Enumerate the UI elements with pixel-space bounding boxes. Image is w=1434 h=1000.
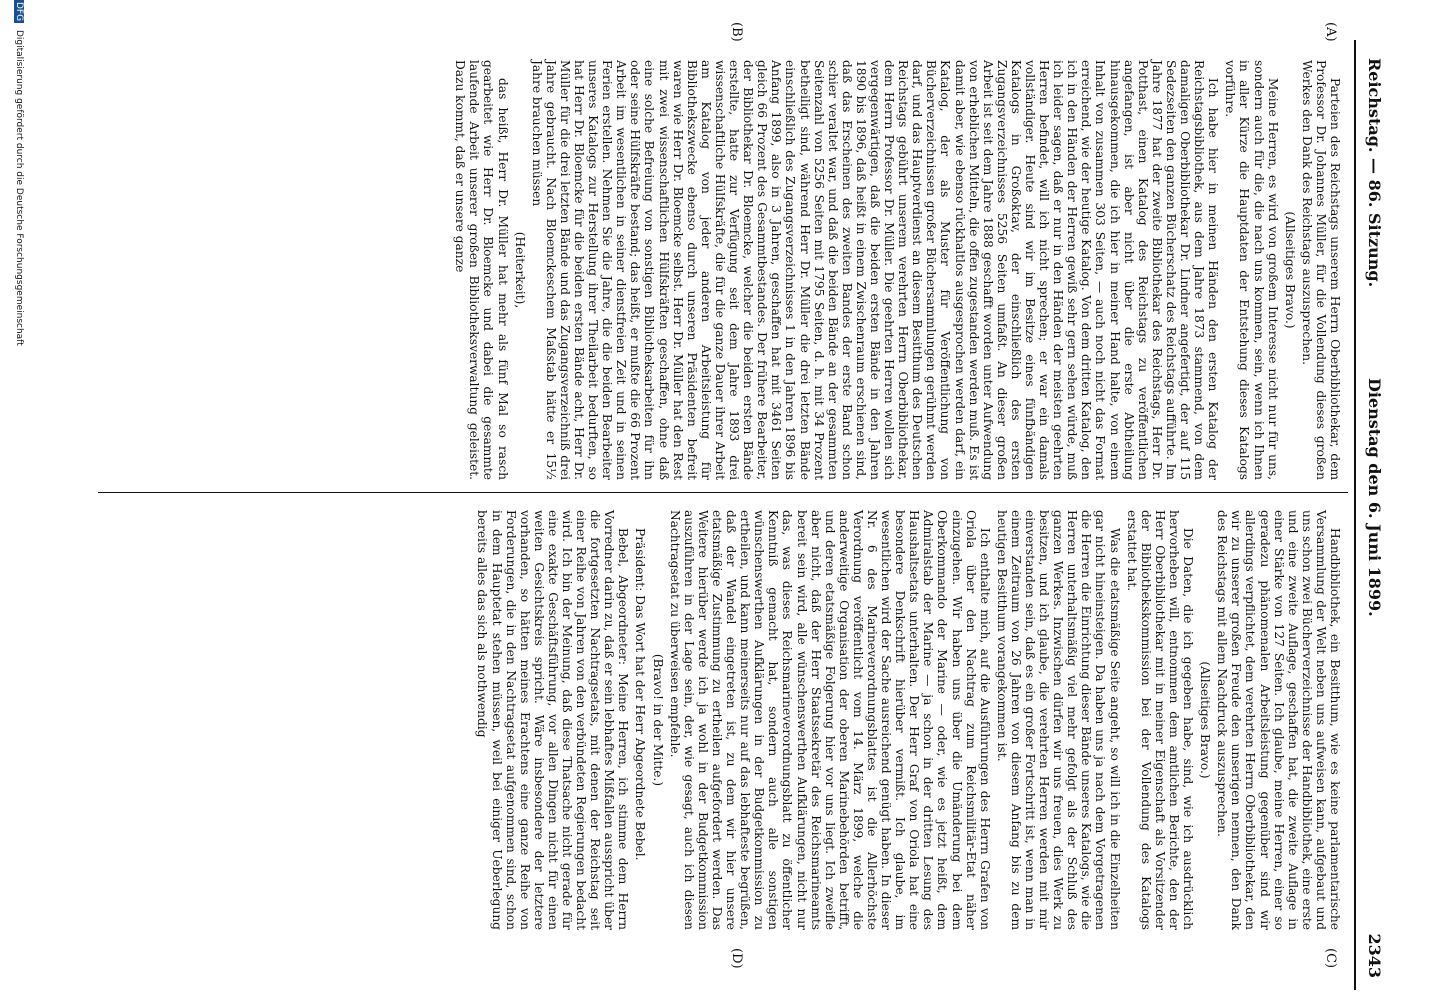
interjection: (Bravo! in der Mitte.) [650,653,665,787]
footer-credit [14,0,24,1000]
paragraph: Parteien des Reichstags unserem Herrn Oberbibliothekar, dem Professor Dr. Johannes Müller, für die Vollendung dieses großen Werkes den Dank des Reichstags auszusprechen. [1299,60,1342,480]
dfg-logo: DFG [14,2,24,22]
page-number: 2343 [1365,933,1384,978]
paragraph: Ich enthalte mich, auf die Ausführungen des Herrn Grafen von Oriola über den Nachtrag zum Reichsmilitär-Etat näher einzugehen. Wir haben uns über die Umänderung bei dem Oberkommando der Marine — oder, wie es jetzt heißt, dem Admiralstab der Marine — ja schon in der dritten Lesung des Haushaltsetats unterhalten. Der Herr Graf von Oriola hat eine besondere Denkschrift hierüber vermißt. Ich glaube, im wesentlichen wird der Sache ausreichend genügt haben. In dieser Nr. 6 des Marineverordnungsblattes ist die Allerhöchste Verordnung veröffentlicht vom 14. März 1899, welche die anderweitige Organisation der oberen Marinebehörden betrifft, und deren etatsmäßige Folgerung hier vor uns liegt. Ich zweifle aber nicht, daß der Herr Staatssekretär des Reichsmarineamts bereit sein wird, alle wünschenswerthen Aufklärungen, nicht nur das, was dieses Reichsmarineverordnungsblatt zu öffentlicher Kenntniß gemacht hat, sondern auch alle sonstigen wünschenswerthen Aufklärungen in der Budgetkommission zu ertheilen, und kann meinerseits nur auf das lebhafteste begrüßen, daß der Wandel eingetreten ist, zu dem wir hier unsere etatsmäßige Zustimmung zu ertheilen aufgefordert werden. Das Weitere hierüber werde ich ja wohl in der Budgetkommission auszuführen in der Lage sein, der, wie gesagt, auch ich diesen Nachtragsetat zu überweisen empfehle. [667,510,992,930]
paragraph: Bebel, Abgeordneter: Meine Herren, ich stimme dem Herrn Vorredner darin zu, daß er sein lebhaftes Mißfallen ausspricht über die fortgesetzten Nachtragsetats, mit denen der Reichstag seit einer Reihe von Jahren von den verbündeten Regierungen bedacht wird. Ich bin der Meinung, daß diese Thatsache nicht gerade für eine exakte Geschäftsführung, vor allen Dingen nicht für einen weiten Gesichtskreis spricht. Wäre insbesondere der letztere vorhanden, so hätten meines Erachtens eine ganze Reihe von Forderungen, die in den Nachtragsetat aufgenommen sind, schon in dem Hauptetat stehen müssen, weil bei einiger Ueberlegung bereits alles das sich als nothwendig [475,510,631,930]
interjection: (Heiterkeit), [512,231,527,309]
page-header [1360,58,1386,978]
interjection: (Allseitiges Bravo.) [1198,661,1213,779]
left-column [450,60,1342,480]
header-rule [1354,40,1356,990]
paragraph: Ich habe hier in meinen Händen den ersten Katalog der Reichstagsbibliothek, aus dem Jahre 1873 stammend, von dem damaligen Oberbibliothekar Dr. Lindner angefertigt, der auf 115 Sedezseiten den ganzen Bücherschatz des Reichstags aufführte. Im Jahre 1877 hat der zweite Bibliothekar des Reichstags, Herr Dr. Potthast, einen Katalog des Reichstags zu veröffentlichen angefangen, ist aber nicht über die erste Abtheilung hinausgekommen, die ich hier in meiner Hand halte, von einem Inhalt von zusammen 303 Seiten, — auch noch nicht das Format erreichend, wie der heutige Katalog. Von dem dritten Katalog, den ich in den Händen der Herren gewiß sehr gern sehen würde, muß ich leider sagen, daß er nur in den Händen der meisten geehrten Herren befindet, will ich nicht sprechen; er war ein damals vollständiger. Heute sind wir im Besitze eines fünfbändigen Katalogs in Großoktav, der einschließlich des ersten Zugangsverzeichnisses 5256 Seiten umfaßt. An dieser großen Arbeit ist seit dem Jahre 1888 geschafft worden unter Aufwendung von erheblichen Mitteln, die offen zugestanden werden muß. Es ist damit aber, wie ebenso rückhaltlos ausgesprochen werden darf, ein Katalog, der als Muster für Veröffentlichung von Bücherverzeichnissen großer Büchersammlungen gerühmt werden darf, und das Hauptverdienst an diesem Besitthum des Deutschen Reichstags gebührt unserem verehrten Herrn Oberbibliothekar, dem Herrn Professor Dr. Müller. Die geehrten Herren wollen sich vergegenwärtigen, daß die beiden ersten Bände in den Jahren 1890 bis 1896, daß heißt in einem Zwischenraum erschienen sind, daß das Erscheinen des zweiten Bandes der erste Band schon schier veraltet war, und daß die beiden Bände an der gesammten Seitenzahl von 5256 Seiten mit 1795 Seiten, d. h. mit 34 Prozent betheiligt sind, während Herr Dr. Müller die drei letzten Bände einschließlich des Zugangsverzeichnisses 1 in den Jahren 1896 bis Anfang 1899, also in 3 Jahren, geschaffen hat mit 3461 Seiten gleich 66 Prozent des Gesammtbestandes. Der frühere Bearbeiter, der Bibliothekar Dr. Bloemcke, welcher die beiden ersten Bände erstellte, hatte zur Verfügung seit dem Jahre 1893 drei wissenschaftliche Hülfskräfte, die für die ganze Dauer ihrer Arbeit am Katalog von jeder anderen Arbeitsleistung für Bibliothekszwecke ebenso durch unseren Präsidenten befreit waren wie Herr Dr. Bloemcke selbst. Herr Dr. Müller hat den Rest mit zwei wissenschaftlichen Hülfskräften geschaffen, ohne daß eine solche Befreiung von sonstigen Bibliotheksarbeiten für ihn oder seine Hülfskräfte bestand; das heißt, er mußte die 66 Prozent Arbeit im wesentlichen in seiner dienstfreien Zeit und in seinen Ferien erstellen. Nehmen Sie die Jahre, die die beiden Bearbeiter unseres Katalogs zur Herstellung ihrer Theilarbeit bedurften, so hat Herr Dr. Bloemcke für die beiden ersten Bände acht, Herr Dr. Müller für die drei letzten Bände und das Zugangsverzeichniß drei Jahre gebraucht. Nach Bloemckeschem Maßstab hätte er 15½ Jahre brauchen müssen [529,60,1221,480]
margin-letter-b: (B) [729,22,744,42]
header-date: Dienstag den 6. Juni 1899. [1365,378,1384,617]
paragraph: Handbibliothek, ein Besitthum, wie es keine parlamentarische Versammlung der Welt neben uns aufweisen kann, aufgebaut und uns schon zwei Bücherverzeichnisse der Handbibliothek, eine erste und eine zweite Auflage, geschaffen hat, die zweite Auflage in einer Stärke von 127 Seiten. Ich glaube, meine Herren, einer so geradezu phänomenalen Arbeitsleistung gegenüber sind wir allerdings verpflichtet, dem verehrten Herrn Oberbibliothekar, den wir zu unserer großen Freude den unserigen nennen, den Dank des Reichstags mit allem Nachdruck auszusprechen. [1215,510,1342,930]
paragraph: Meine Herren, es wird von großem Interesse nicht nur für uns, sondern auch für die, die nach uns kommen, sein, wenn ich Ihnen in aller Kürze die Hauptdaten der Entstehung dieses Katalogs vorführe. [1223,60,1280,480]
margin-letter-d: (D) [729,948,744,969]
paragraph: das heißt, Herr Dr. Müller hat mehr als fünf Mal so rasch gearbeitet wie Herr Dr. Bloemcke und dabei die gesammte laufende Arbeit unserer großen Bibliotheksverwaltung geleistet. Dazu kommt, daß er unsere ganze [453,60,510,480]
margin-letter-a: (A) [1323,22,1338,42]
paragraph: Was die etatsmäßige Seite angeht, so will ich in die Einzelheiten gar nicht hineinsteigen. Da haben uns ja nach dem Vorgetragenen die Herren die Einrichtung dieser Bände unseres Katalogs, wie die Herren unterhaltsmäßig viel mehr gefolgt als der Schluß des ganzen Werkes. Inzwischen dürfen wir uns freuen, dies Werk zu besitzen, und ich glaube, die verehrten Herren werden mit mir einverstanden sein, daß es ein großer Fortschritt ist, wenn man in einem Zeitraum von 26 Jahren von diesem Anfang bis zu dem heutigen Besitthum vorangekommen ist. [994,510,1122,930]
column-divider [98,492,1348,493]
margin-letter-c: (C) [1323,948,1338,969]
right-column [472,510,1342,930]
footer-text: Digitalisierung gefördert durch die Deutsche Forschungsgemeinschaft [14,29,24,346]
paragraph: Die Daten, die ich gegeben habe, sind, wie ich ausdrücklich hervorheben will, entnommen dem amtlichen Berichte, den der Herr Oberbibliothekar mit in meiner Eigenschaft als Vorsitzender der Bibliothekskommission bei der Vollendung des Katalogs erstattet hat. [1124,510,1196,930]
paragraph: Präsident: Das Wort hat der Herr Abgeordnete Bebel. [633,528,648,861]
header-session: Reichstag. — 86. Sitzung. [1365,58,1384,288]
interjection: (Allseitiges Bravo.) [1282,211,1297,329]
